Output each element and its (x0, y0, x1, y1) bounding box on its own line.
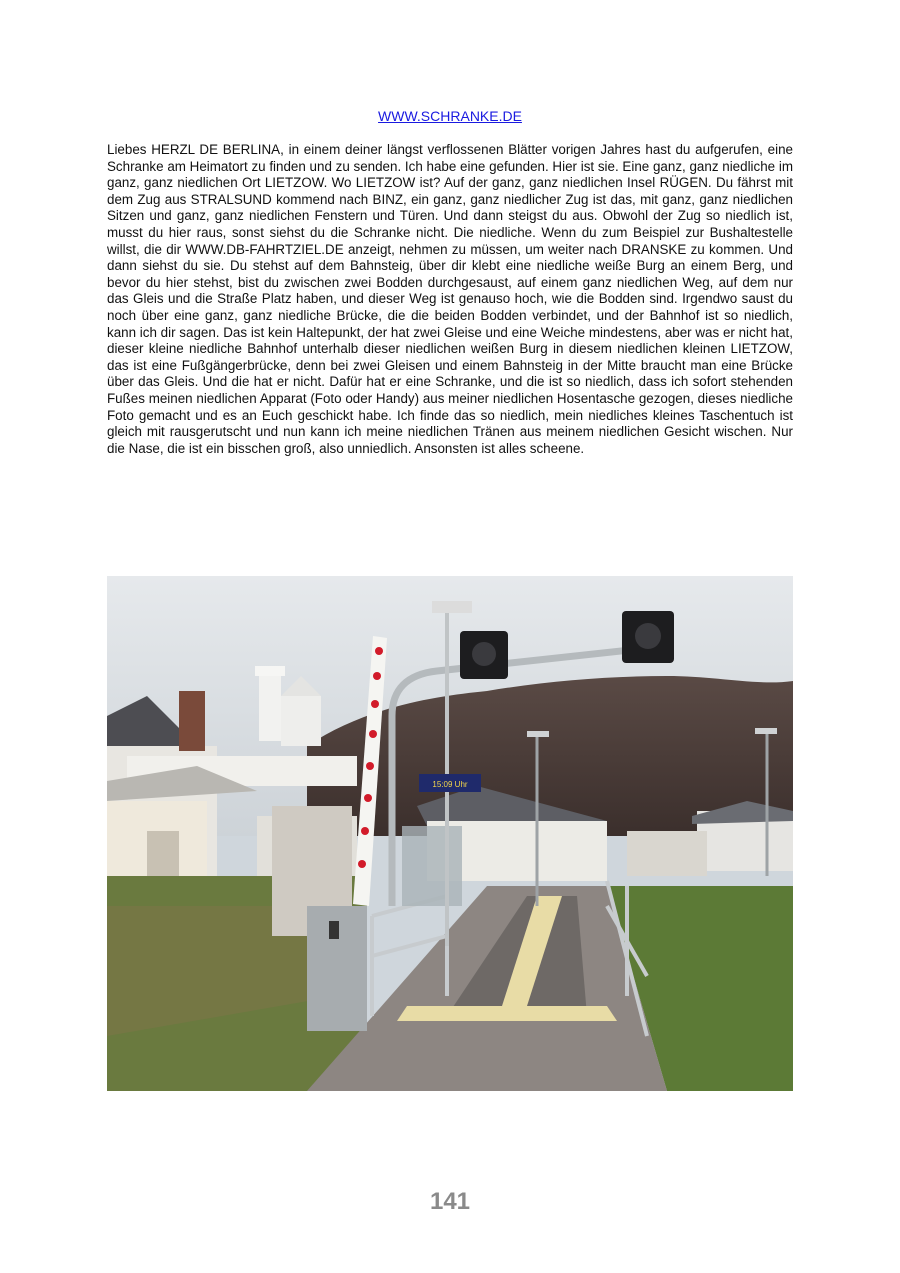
page-number: 141 (429, 1188, 471, 1215)
platform-shelter (402, 826, 462, 906)
platform-display-time: 15:09 Uhr (432, 780, 468, 789)
header-link[interactable]: WWW.SCHRANKE.DE (378, 108, 522, 124)
railway-barrier-photo (107, 576, 793, 1091)
body-paragraph: Liebes HERZL DE BERLINA, in einem deiner längst verflossenen Blätter vorigen Jahres hast du aufgerufen, eine Schranke am Heimatort zu finden und zu senden. Ich habe eine gefunden. Hier ist sie. Eine ganz, ganz niedliche im ganz, ganz niedlichen Ort LIETZOW. Wo LIETZOW ist? Auf der ganz, ganz niedlichen Insel RÜGEN. Du fährst mit dem Zug aus STRALSUND kommend nach BINZ, ein ganz, ganz niedlicher Zug ist das, mit ganz, ganz niedlichen Sitzen und ganz, ganz niedlichen Fenstern und Türen. Und dann steigst du aus. Obwohl der Zug so niedlich ist, musst du hier raus, sonst siehst du die Schranke nicht. Die niedliche. Wenn du zum Beispiel zur Bushaltestelle willst, die dir WWW.DB-FAHRTZIEL.DE anzeigt, nehmen zu müssen, um weiter nach DRANSKE zu kommen. Und dann siehst du sie. Du stehst auf dem Bahnsteig, über dir klebt eine niedliche weiße Burg an einem Berg, und bevor du hier stehst, bist du zwischen zwei Bodden durchgesaust, auf einem ganz niedlichen Weg, auf dem nur das Gleis und die Straße Platz haben, und dieser Weg ist genauso hoch, wie die Bodden sind. Irgendwo saust du noch über eine ganz, ganz niedliche Brücke, die die beiden Bodden verbindet, und der Bahnhof ist so niedlich, kann ich dir sagen. Das ist kein Haltepunkt, der hat zwei Gleise und eine Weiche mindestens, aber was er nicht hat, dieser kleine niedliche Bahnhof unterhalb dieser niedlichen weißen Burg in diesem niedlichen kleinen LIETZOW, das ist eine Fußgängerbrücke, denn bei zwei Gleisen und einem Bahnsteig in der Mitte braucht man eine Brücke über das Gleis. Und die hat er nicht. Dafür hat er eine Schranke, und die ist so niedlich, dass ich sofort stehenden Fußes meinen niedlichen Apparat (Foto oder Handy) aus meiner niedlichen Hosentasche gezogen, dieses niedliche Foto gemacht und es an Euch geschickt habe. Ich finde das so niedlich, mein niedliches kleines Taschentuch ist gleich mit rausgerutscht und nun kann ich meine niedlichen Tränen aus meinem niedlichen Gesicht wischen. Nur die Nase, die ist ein bisschen groß, also unniedlich. Ansonsten ist alles scheene. (107, 142, 793, 456)
